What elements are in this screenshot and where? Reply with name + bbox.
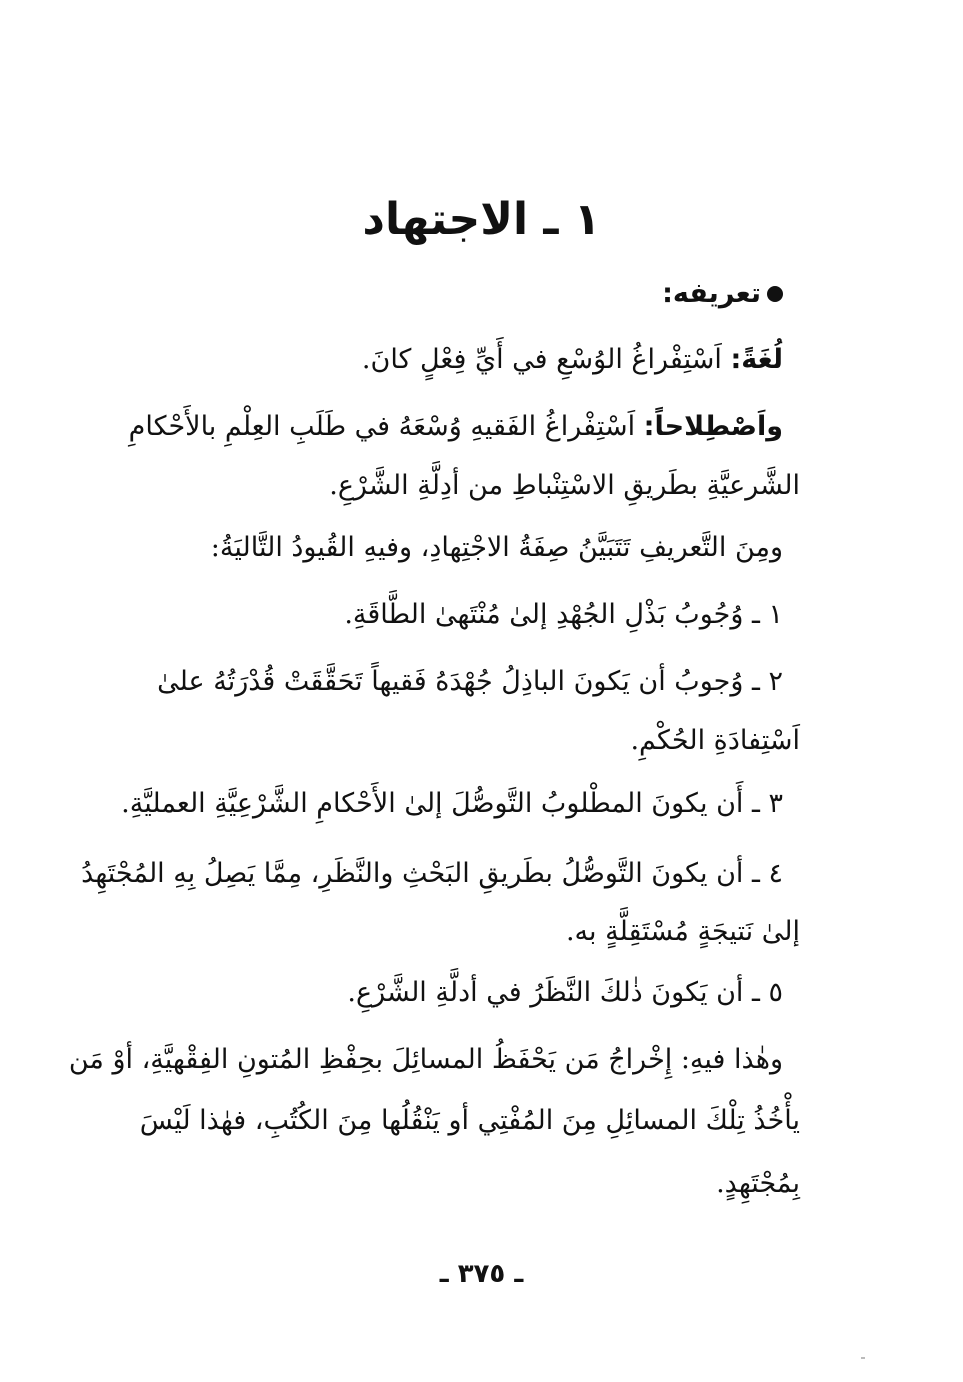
istilah-term: واَصْطِلاحاً: bbox=[643, 411, 783, 442]
definition-istilah-line-2: الشَّرعيَّةِ بطَريقِ الاسْتِنْباطِ من أدِلَّةِ الشَّرْعِ. bbox=[329, 470, 800, 501]
definition-istilah-line-1 bbox=[128, 401, 783, 453]
condition-item-2-line-2: اَسْتِفادَةِ الحُكْمِ. bbox=[630, 725, 800, 756]
intro-paragraph: ومِنَ التَّعريفِ تَتَبَيَّنُ صِفَةُ الاجْتِهادِ، وفيهِ القُيودُ التَّاليَةُ: bbox=[210, 532, 783, 563]
lugha-text: اَسْتِفْراغُ الوُسْعِ في أَيِّ فِعْلٍ كانَ. bbox=[361, 344, 731, 375]
condition-item-3: ٣ ـ أَن يكونَ المطْلوبُ التَّوصُّلَ إلىٰ الأَحْكامِ الشَّرْعِيَّةِ العمليَّةِ. bbox=[121, 788, 783, 819]
bullet-icon bbox=[767, 286, 783, 302]
condition-item-4-line-1: ٤ ـ أن يكونَ التَّوصُّلُ بطَريقِ البَحْثِ والنَّظَرِ، مِمَّا يَصِلُ بِهِ المُجْتَهِدُ bbox=[81, 858, 783, 889]
condition-item-2-line-1: ٢ ـ وُجوبُ أن يَكونَ الباذِلُ جُهْدَهُ فَقيهاً تَحَقَّقَتْ قُدْرَتُهُ علىٰ bbox=[157, 666, 783, 697]
section-label bbox=[662, 272, 783, 316]
closing-paragraph-line-1: وهٰذا فيهِ: إِخْراجُ مَن يَحْفَظُ المسائِلَ بحِفْظِ المُتونِ الفِقْهيَّةِ، أوْ مَن bbox=[68, 1044, 783, 1075]
definition-lugha bbox=[362, 334, 783, 386]
closing-paragraph-line-2: يأْخُذُ تِلْكَ المسائِلِ مِنَ المُفْتِي أو يَنْقُلُها مِنَ الكُتُبِ، فهٰذا لَيْسَ bbox=[139, 1105, 800, 1136]
chapter-title: ١ ـ الاجتهاد bbox=[362, 194, 601, 245]
scan-speck bbox=[861, 1357, 865, 1359]
condition-item-5: ٥ ـ أن يَكونَ ذٰلكَ النَّظَرُ في أدلَّةِ الشَّرْعِ. bbox=[347, 977, 783, 1008]
closing-paragraph-line-3: بِمُجْتَهِدٍ. bbox=[716, 1168, 800, 1199]
page-number: ـ ٣٧٥ ـ bbox=[439, 1259, 524, 1289]
lugha-term: لُغَةً: bbox=[730, 344, 783, 375]
section-label-text: تعريفه: bbox=[662, 278, 761, 309]
condition-item-4-line-2: إلىٰ نَتيجَةٍ مُسْتَقِلَّةٍ به. bbox=[565, 916, 800, 947]
istilah-text-1: اَسْتِفْراغُ الفَقيهِ وُسْعَهُ في طَلَبِ العِلْمِ بالأَحْكامِ bbox=[128, 411, 644, 442]
condition-item-1: ١ ـ وُجُوبُ بَذْلِ الجُهْدِ إلىٰ مُنْتَهىٰ الطَّاقَةِ. bbox=[344, 599, 783, 630]
